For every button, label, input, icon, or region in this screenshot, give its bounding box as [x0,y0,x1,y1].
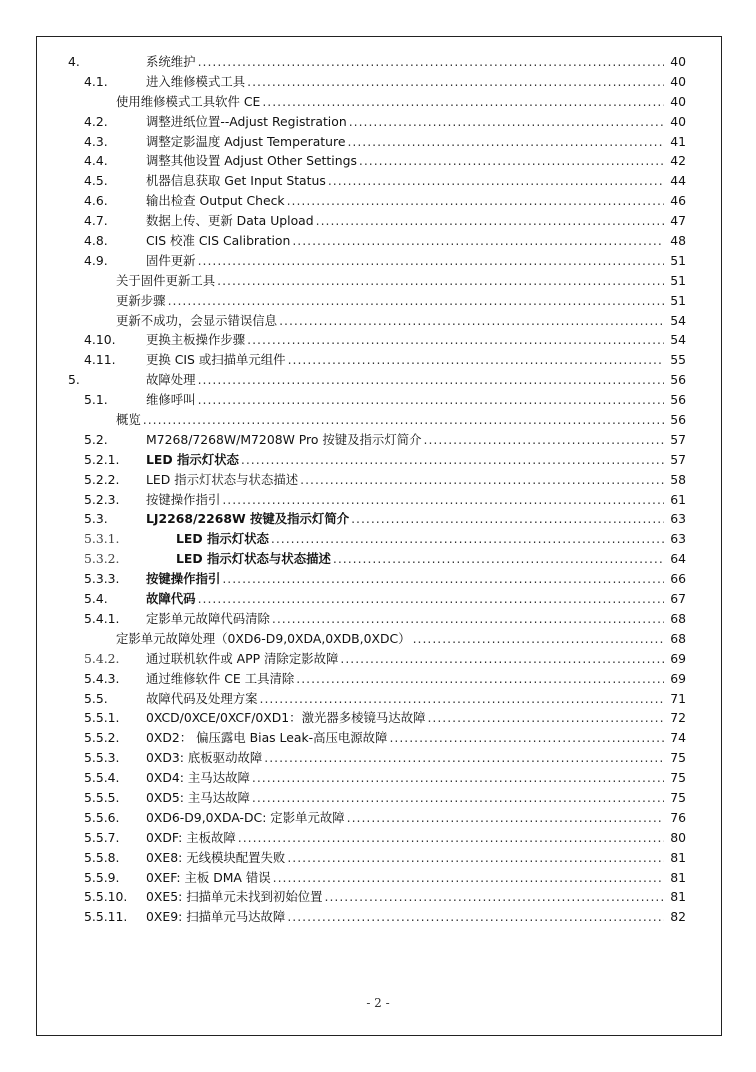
toc-entry[interactable] [66,151,686,171]
dot-leader [247,332,664,347]
toc-entry-page: 76 [670,809,686,825]
toc-entry[interactable] [66,291,686,311]
toc-entry-page: 81 [670,869,686,885]
toc-entry-number: 5.3. [84,511,108,527]
toc-entry-page: 66 [670,571,686,587]
toc-entry-page: 68 [670,630,686,646]
dot-leader [296,671,664,686]
toc-entry-page: 67 [670,591,686,607]
dot-leader [198,253,664,268]
toc-entry-title: 0XDF: 主板故障 [146,829,236,845]
dot-leader [247,74,664,89]
toc-entry[interactable] [66,589,686,609]
dot-leader [316,213,664,228]
dot-leader [413,631,664,646]
toc-entry-title: 输出检查 Output Check [146,193,285,209]
toc-entry-number: 4.4. [84,153,108,169]
toc-entry-title: 故障代码 [146,591,196,607]
toc-entry-page: 82 [670,909,686,925]
toc-entry[interactable] [66,132,686,152]
dot-leader [292,233,664,248]
toc-entry[interactable] [66,788,686,808]
toc-entry-title: 0XEF: 主板 DMA 错误 [146,869,271,885]
toc-entry-title: LJ2268/2268W 按键及指示灯简介 [146,511,350,527]
toc-entry-number: 4.11. [84,352,116,368]
toc-entry-number: 4.7. [84,213,108,229]
toc-entry-title: 维修呼叫 [146,392,196,408]
toc-entry-title: 调整进纸位置--Adjust Registration [146,113,347,129]
toc-entry-page: 51 [670,272,686,288]
toc-entry-page: 40 [670,73,686,89]
toc-entry[interactable] [66,828,686,848]
toc-entry-page: 75 [670,770,686,786]
toc-entry-number: 5.5.11. [84,909,128,925]
toc-entry[interactable] [66,808,686,828]
toc-entry-title: CIS 校准 CIS Calibration [146,233,291,249]
toc-entry-number: 4.5. [84,173,108,189]
toc-entry-number: 5.5.7. [84,829,120,845]
dot-leader [300,472,664,487]
toc-entry[interactable] [66,430,686,450]
toc-entry-page: 75 [670,750,686,766]
dot-leader [287,909,664,924]
toc-entry-title: 按键操作指引 [146,491,221,507]
toc-entry-page: 69 [670,650,686,666]
toc-entry-number: 5.3.2. [84,551,120,567]
toc-entry-page: 47 [670,213,686,229]
dot-leader [252,770,664,785]
toc-entry-number: 5.2. [84,431,108,447]
toc-entry-title: 通过维修软件 CE 工具清除 [146,670,295,686]
dot-leader [288,352,664,367]
toc-entry[interactable] [66,211,686,231]
toc-entry-page: 69 [670,670,686,686]
toc-entry-page: 81 [670,849,686,865]
toc-entry-number: 5.4.2. [84,650,120,666]
toc-entry-title: LED 指示灯状态与状态描述 [146,471,299,487]
toc-entry-page: 54 [670,312,686,328]
toc-entry-title: 更换 CIS 或扫描单元组件 [146,352,286,368]
toc-entry[interactable] [66,171,686,191]
toc-entry-page: 55 [670,352,686,368]
toc-entry[interactable] [66,509,686,529]
toc-entry[interactable] [66,609,686,629]
toc-entry-title: 数据上传、更新 Data Upload [146,213,314,229]
dot-leader [271,531,664,546]
toc-entry-number: 5.4. [84,591,108,607]
toc-entry-number: 5.1. [84,392,108,408]
dot-leader [198,392,664,407]
toc-entry-page: 42 [670,153,686,169]
toc-entry-number: 4.10. [84,332,116,348]
toc-entry-number: 5.3.1. [84,531,120,547]
toc-entry-title: 0XD2： 偏压露电 Bias Leak-高压电源故障 [146,730,388,746]
toc-entry[interactable] [66,191,686,211]
dot-leader [325,889,665,904]
toc-entry-title: 定影单元故障代码清除 [146,610,270,626]
dot-leader [389,730,664,745]
toc-entry-number: 5.2.3. [84,491,120,507]
toc-entry-page: 48 [670,233,686,249]
toc-entry-title: 按键操作指引 [146,571,221,587]
toc-entry-number: 4.8. [84,233,108,249]
toc-entry-number: 4.2. [84,113,108,129]
dot-leader [222,492,664,507]
toc-entry-number: 4.3. [84,133,108,149]
toc-entry-title: 调整定影温度 Adjust Temperature [146,133,346,149]
toc-entry-title: 0XD6-D9,0XDA-DC: 定影单元故障 [146,809,345,825]
toc-entry-page: 56 [670,372,686,388]
toc-entry-number: 5.5.1. [84,710,120,726]
toc-entry[interactable] [66,311,686,331]
toc-entry-page: 74 [670,730,686,746]
toc-entry-page: 46 [670,193,686,209]
toc-entry[interactable] [66,848,686,868]
dot-leader [427,710,664,725]
toc-entry-title: 0XD4: 主马达故障 [146,770,250,786]
toc-entry[interactable] [66,370,686,390]
toc-entry-page: 63 [670,531,686,547]
toc-entry-page: 41 [670,133,686,149]
toc-entry-title: 0XE9: 扫描单元马达故障 [146,909,286,925]
toc-entry-title: M7268/7268W/M7208W Pro 按键及指示灯简介 [146,431,422,447]
toc-entry-title: 故障处理 [146,372,196,388]
toc-entry-page: 57 [670,431,686,447]
dot-leader [222,571,664,586]
toc-entry-title: 更换主板操作步骤 [146,332,246,348]
dot-leader [347,810,664,825]
dot-leader [238,830,664,845]
toc-entry[interactable] [66,490,686,510]
dot-leader [168,293,664,308]
toc-entry[interactable] [66,271,686,291]
toc-entry-page: 81 [670,889,686,905]
toc-entry[interactable] [66,649,686,669]
dot-leader [273,870,664,885]
toc-entry[interactable] [66,689,686,709]
toc-entry-page: 58 [670,471,686,487]
toc-entry[interactable] [66,887,686,907]
dot-leader [198,372,664,387]
dot-leader [424,432,665,447]
dot-leader [279,313,664,328]
toc-entry-number: 5.5.10. [84,889,128,905]
toc-entry-number: 5.5. [84,690,108,706]
toc-entry[interactable] [66,728,686,748]
toc-entry-title: 调整其他设置 Adjust Other Settings [146,153,357,169]
toc-entry-page: 51 [670,252,686,268]
toc-entry[interactable] [66,629,686,649]
dot-leader [241,452,664,467]
toc-entry[interactable] [66,112,686,132]
dot-leader [349,114,664,129]
toc-entry-page: 64 [670,551,686,567]
toc-entry[interactable] [66,72,686,92]
dot-leader [272,611,664,626]
dot-leader [198,54,664,69]
toc-entry[interactable] [66,768,686,788]
dot-leader [347,134,664,149]
toc-entry-title: 关于固件更新工具 [116,272,216,288]
toc-entry[interactable] [66,52,686,72]
toc-entry[interactable] [66,470,686,490]
toc-entry-title: 使用维修模式工具软件 CE [116,93,261,109]
toc-entry-page: 40 [670,54,686,69]
toc-entry-page: 57 [670,451,686,467]
toc-entry-number: 4. [68,54,80,69]
toc-entry-number: 5.2.1. [84,451,120,467]
dot-leader [333,551,664,566]
toc-entry-number: 5.2.2. [84,471,120,487]
toc-entry[interactable] [66,251,686,271]
toc-entry[interactable] [66,92,686,112]
toc-entry-page: 71 [670,690,686,706]
toc-entry[interactable] [66,231,686,251]
toc-entry-number: 4.9. [84,252,108,268]
toc-entry-title: 机器信息获取 Get Input Status [146,173,326,189]
toc-entry-page: 72 [670,710,686,726]
dot-leader [260,691,664,706]
toc-entry-number: 4.1. [84,73,108,89]
toc-entry-title: 0XD3: 底板驱动故障 [146,750,263,766]
page-number: - 2 - [366,996,390,1010]
toc-entry-number: 4.6. [84,193,108,209]
dot-leader [287,850,664,865]
toc-entry[interactable] [66,748,686,768]
toc-entry-page: 63 [670,511,686,527]
toc-entry-number: 5.5.3. [84,750,120,766]
toc-entry-page: 80 [670,829,686,845]
toc-entry-title: 进入维修模式工具 [146,73,246,89]
toc-entry[interactable] [66,390,686,410]
toc-entry-title: 概览 [116,412,141,428]
toc-entry-number: 5. [68,372,80,388]
toc-entry-title: LED 指示灯状态 [176,531,269,547]
dot-leader [264,750,664,765]
toc-entry[interactable] [66,669,686,689]
toc-entry-title: 0XE5: 扫描单元未找到初始位置 [146,889,323,905]
toc-entry-page: 44 [670,173,686,189]
toc-entry-title: 故障代码及处理方案 [146,690,258,706]
dot-leader [351,511,664,526]
toc-entry-number: 5.5.2. [84,730,120,746]
toc-entry[interactable] [66,549,686,569]
dot-leader [217,273,664,288]
table-of-contents [66,52,686,927]
toc-entry[interactable] [66,450,686,470]
dot-leader [340,651,664,666]
toc-entry-title: 0XE8: 无线模块配置失败 [146,849,286,865]
toc-entry-number: 5.5.6. [84,809,120,825]
toc-entry-number: 5.5.9. [84,869,120,885]
toc-entry-title: 0XD5: 主马达故障 [146,789,250,805]
toc-entry-page: 75 [670,789,686,805]
toc-entry[interactable] [66,529,686,549]
toc-entry-page: 54 [670,332,686,348]
toc-entry-title: 更新步骤 [116,292,166,308]
toc-entry[interactable] [66,330,686,350]
toc-entry-page: 61 [670,491,686,507]
toc-entry-page: 56 [670,412,686,428]
toc-entry-title: 定影单元故障处理（0XD6-D9,0XDA,0XDB,0XDC） [116,630,411,646]
dot-leader [262,94,664,109]
toc-entry-number: 5.3.3. [84,571,120,587]
toc-entry-page: 68 [670,610,686,626]
dot-leader [328,173,664,188]
toc-entry-title: 更新不成功，会显示错误信息 [116,312,278,328]
dot-leader [287,193,664,208]
toc-entry-title: LED 指示灯状态 [146,451,239,467]
toc-entry-title: 0XCD/0XCE/0XCF/0XD1：激光器多棱镜马达故障 [146,710,426,726]
toc-entry-page: 51 [670,292,686,308]
toc-entry-number: 5.4.3. [84,670,120,686]
toc-entry[interactable] [66,350,686,370]
dot-leader [359,153,664,168]
toc-entry-number: 5.5.4. [84,770,120,786]
toc-entry-number: 5.5.5. [84,789,120,805]
toc-entry[interactable] [66,410,686,430]
dot-leader [198,591,664,606]
toc-entry[interactable] [66,868,686,888]
toc-entry-title: 通过联机软件或 APP 清除定影故障 [146,650,339,666]
toc-entry-page: 40 [670,113,686,129]
toc-entry[interactable] [66,907,686,927]
toc-entry-title: 系统维护 [146,54,196,69]
dot-leader [252,790,664,805]
toc-entry[interactable] [66,569,686,589]
toc-entry-title: 固件更新 [146,252,196,268]
toc-entry[interactable] [66,708,686,728]
toc-entry-title: LED 指示灯状态与状态描述 [176,551,331,567]
toc-entry-page: 40 [670,93,686,109]
toc-entry-page: 56 [670,392,686,408]
dot-leader [143,412,664,427]
toc-entry-number: 5.5.8. [84,849,120,865]
toc-entry-number: 5.4.1. [84,610,120,626]
